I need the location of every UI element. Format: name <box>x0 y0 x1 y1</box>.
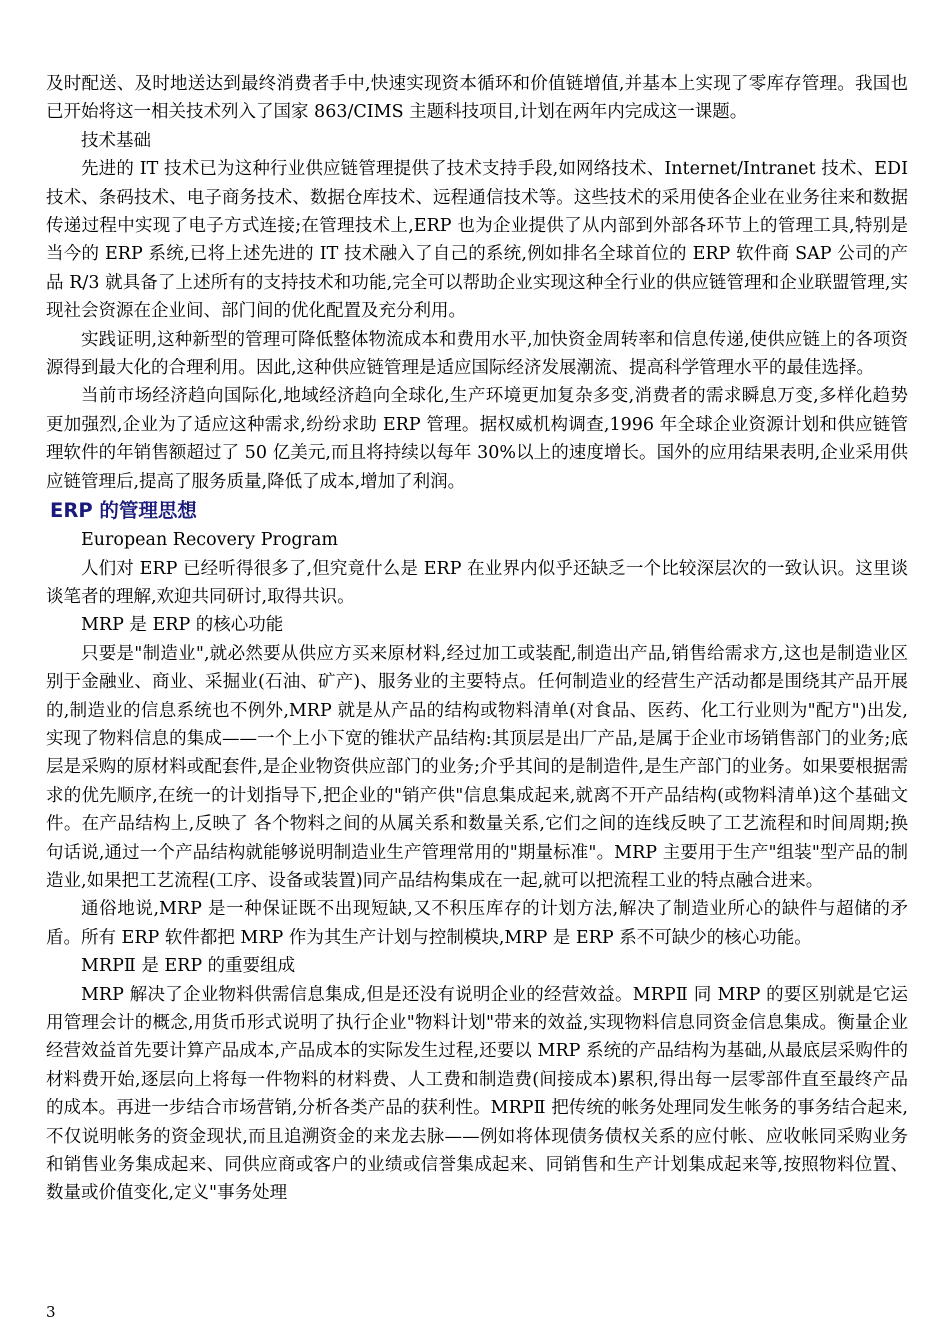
subheading-tech-basis: 技术基础 <box>81 130 151 151</box>
paragraph-mrp-plain: 通俗地说,MRP 是一种保证既不出现短缺,又不积压库存的计划方法,解决了制造业所心的缺件与超储的矛盾。所有 ERP 软件都把 MRP 作为其生产计划与控制模块,MRP 是 ERP 系不可缺少的核心功能。 <box>46 899 908 948</box>
paragraph-continuation: 及时配送、及时地送达到最终消费者手中,快速实现资本循环和价值链增值,并基本上实现了零库存管理。我国也已开始将这一相关技术列入了国家 863/CIMS 主题科技项目,计划在两年内完成这一课题。 <box>46 74 908 123</box>
paragraph-manufacturing: 只要是"制造业",就必然要从供应方买来原材料,经过加工或装配,制造出产品,销售给需求方,这也是制造业区别于金融业、商业、采掘业(石油、矿产)、服务业的主要特点。任何制造业的经营生产活动都是围绕其产品开展的,制造业的信息系统也不例外,MRP 就是从产品的结构或物料清单(对食品、医药、化工行业则为"配方")出发,实现了物料信息的集成——一个上小下宽的锥状产品结构:其顶层是出厂产品,是属于企业市场销售部门的业务;底层是采购的原材料或配套件,是企业物资供应部门的业务;介乎其间的是制造件,是生产部门的业务。如果要根据需求的优先顺序,在统一的计划指导下,把企业的"销产供"信息集成起来,就离不开产品结构(或物料清单)这个基础文件。在产品结构上,反映了 各个物料之间的从属关系和数量关系,它们之间的连线反映了工艺流程和时间周期;换句话说,通过一个产品结构就能够说明制造业生产管理常用的"期量标准"。MRP 主要用于生产"组装"型产品的制造业,如果把工艺流程(工序、设备或装置)同产品结构集成在一起,就可以把流程工业的特点融合进来。 <box>46 643 908 891</box>
subheading-mrp-core: MRP 是 ERP 的核心功能 <box>81 615 284 636</box>
document-body <box>46 70 908 1208</box>
subtitle-european-recovery: European Recovery Program <box>81 530 338 551</box>
paragraph-erp-intro: 人们对 ERP 已经听得很多了,但究竟什么是 ERP 在业界内似乎还缺乏一个比较深层次的一致认识。这里谈谈笔者的理解,欢迎共同研讨,取得共识。 <box>46 558 908 607</box>
paragraph-practice-proof: 实践证明,这种新型的管理可降低整体物流成本和费用水平,加快资金周转率和信息传递,使供应链上的各项资源得到最大化的合理利用。因此,这种供应链管理是适应国际经济发展潮流、提高科学管理水平的最佳选择。 <box>46 329 908 379</box>
section-heading-erp: ERP 的管理思想 <box>50 499 197 523</box>
paragraph-market-trend: 当前市场经济趋向国际化,地域经济趋向全球化,生产环境更加复杂多变,消费者的需求瞬息万变,多样化趋势更加强烈,企业为了适应这种需求,纷纷求助 ERP 管理。据权威机构调查,1996 年全球企业资源计划和供应链管理软件的年销售额超过了 50 亿美元,而且将持续以每年 30%以上的速度增长。国外的应用结果表明,企业采用供应链管理后,提高了服务质量,降低了成本,增加了利润。 <box>46 386 908 492</box>
paragraph-it-technology: 先进的 IT 技术已为这种行业供应链管理提供了技术支持手段,如网络技术、Internet/Intranet 技术、EDI 技术、条码技术、电子商务技术、数据仓库技术、远程通信技术等。这些技术的采用使各企业在业务往来和数据传递过程中实现了电子方式连接;在管理技术上,ERP 也为企业提供了从内部到外部各环节上的管理工具,特别是当今的 ERP 系统,已将上述先进的 IT 技术融入了自己的系统,例如排名全球首位的 ERP 软件商 SAP 公司的产品 R/3 就具备了上述所有的支持技术和功能,完全可以帮助企业实现这种全行业的供应链管理和企业联盟管理,实现社会资源在企业间、部门间的优化配置及充分利用。 <box>46 159 908 322</box>
paragraph-mrp2-detail: MRP 解决了企业物料供需信息集成,但是还没有说明企业的经营效益。MRPⅡ 同 MRP 的要区别就是它运用管理会计的概念,用货币形式说明了执行企业"物料计划"带来的效益,实现物料信息同资金信息集成。衡量企业经营效益首先要计算产品成本,产品成本的实际发生过程,还要以 MRP 系统的产品结构为基础,从最底层采购件的材料费开始,逐层向上将每一件物料的材料费、人工费和制造费(间接成本)累积,得出每一层零部件直至最终产品的成本。再进一步结合市场营销,分析各类产品的获利性。MRPⅡ 把传统的帐务处理同发生帐务的事务结合起来,不仅说明帐务的资金现状,而且追溯资金的来龙去脉——例如将体现债务债权关系的应付帐、应收帐同采购业务和销售业务集成起来、同供应商或客户的业绩或信誉集成起来、同销售和生产计划集成起来等,按照物料位置、数量或价值变化,定义"事务处理 <box>46 984 908 1204</box>
subheading-mrp2: MRPⅡ 是 ERP 的重要组成 <box>81 956 296 977</box>
page-number: 3 <box>46 1303 56 1321</box>
